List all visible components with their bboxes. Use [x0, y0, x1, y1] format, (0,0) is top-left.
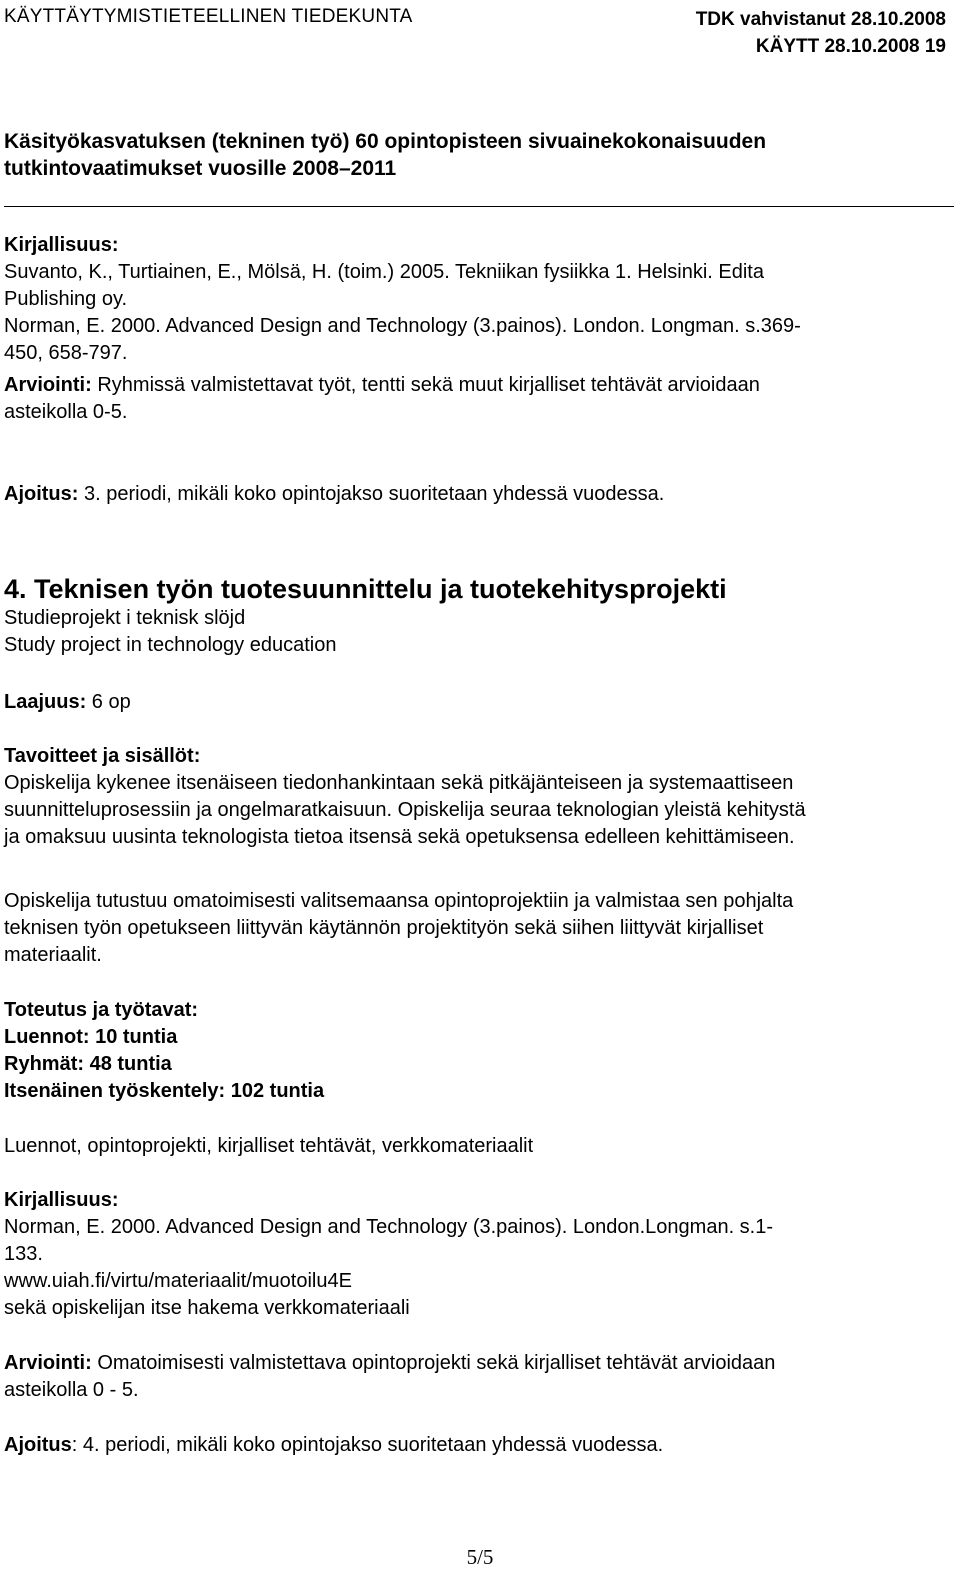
lecture-hours: Luennot: 10 tuntia [4, 1026, 178, 1048]
course-timing: Ajoitus: 4. periodi, mikäli koko opintojakso suoritetaan yhdessä vuodessa. [4, 1434, 664, 1456]
literature-item: Norman, E. 2000. Advanced Design and Technology (3.painos). London.Longman. s.1- [4, 1216, 774, 1238]
page-number: 5/5 [466, 1545, 494, 1569]
course-name-swedish: Studieprojekt i teknisk slöjd [4, 607, 246, 629]
section-label: Toteutus ja työtavat: [4, 999, 199, 1021]
section-label: Arviointi: [4, 1352, 92, 1374]
section-label: Laajuus: [4, 691, 87, 713]
course-goals: Tavoitteet ja sisällöt: Opiskelija kykenee itsenäiseen tiedonhankintaan sekä pitkäjänteiseen ja systemaattiseen suunnitteluprosessiin ja ongelmaratkaisuun. Opiskelija seuraa teknologian yleistä kehitystä ja omaksuu uusinta teknologista tietoa itsensä sekä opetuksensa edelleen kehittämiseen. [4, 743, 949, 851]
approval-info [696, 6, 946, 60]
literature-link: www.uiah.fi/virtu/materiaalit/muotoilu4E [4, 1270, 352, 1292]
literature-item: Suvanto, K., Turtiainen, E., Mölsä, H. (toim.) 2005. Tekniikan fysiikka 1. Helsinki. Edita [4, 261, 764, 283]
document-title: Käsityökasvatuksen (tekninen työ) 60 opintopisteen sivuainekokonaisuuden tutkintovaatimukset vuosille 2008–2011 [4, 130, 767, 180]
course-goals-paragraph-2: Opiskelija tutustuu omatoimisesti valitsemaansa opintoprojektiin ja valmistaa sen pohjalta teknisen työn opetukseen liittyvän käytännön projektityön sekä siihen liittyvät kirjalliset materiaalit. [4, 890, 794, 966]
course-heading-block [4, 573, 949, 659]
section-label: Tavoitteet ja sisällöt: [4, 745, 201, 767]
course-title: 4. Teknisen työn tuotesuunnittelu ja tuotekehitysprojekti [4, 574, 727, 604]
group-hours: Ryhmät: 48 tuntia [4, 1053, 172, 1075]
faculty-name: KÄYTTÄYTYMISTIETEELLINEN TIEDEKUNTA [4, 6, 413, 27]
document-reference: KÄYTT 28.10.2008 19 [755, 36, 946, 57]
literature-item: sekä opiskelijan itse hakema verkkomateriaali [4, 1297, 410, 1319]
prev-timing: Ajoitus: 3. periodi, mikäli koko opintojakso suoritetaan yhdessä vuodessa. [4, 483, 665, 505]
course-evaluation: Arviointi: Omatoimisesti valmistettava opintoprojekti sekä kirjalliset tehtävät arvioidaan asteikolla 0 - 5. [4, 1352, 776, 1401]
course-implementation [4, 997, 949, 1105]
section-label: Kirjallisuus: [4, 1189, 119, 1211]
independent-hours: Itsenäinen työskentely: 102 tuntia [4, 1080, 325, 1102]
prev-evaluation: Arviointi: Ryhmissä valmistettavat työt, tentti sekä muut kirjalliset tehtävät arvioidaan asteikolla 0-5. [4, 374, 760, 423]
title-divider [4, 206, 954, 207]
section-label: Ajoitus [4, 1434, 72, 1456]
literature-item: Norman, E. 2000. Advanced Design and Technology (3.painos). London. Longman. s.369- [4, 315, 801, 337]
course-methods: Luennot, opintoprojekti, kirjalliset tehtävät, verkkomateriaalit [4, 1135, 534, 1157]
section-label: Kirjallisuus: [4, 234, 119, 256]
section-label: Arviointi: [4, 374, 92, 396]
approval-date: TDK vahvistanut 28.10.2008 [695, 9, 946, 30]
prev-literature: Kirjallisuus: Suvanto, K., Turtiainen, E., Mölsä, H. (toim.) 2005. Tekniikan fysiikka 1. Helsinki. Edita Publishing oy. Norman, E. 2000. Advanced Design and Technology (3.painos). London. Longman. s.369- 450, 658-797. [4, 232, 949, 367]
section-label: Ajoitus: [4, 483, 79, 505]
course-name-english: Study project in technology education [4, 634, 337, 656]
course-literature: Kirjallisuus: Norman, E. 2000. Advanced Design and Technology (3.painos). London.Longman. s.1- 133. www.uiah.fi/virtu/materiaalit/muotoilu4E sekä opiskelijan itse hakema verkkomateriaali [4, 1187, 949, 1322]
page-header [4, 6, 946, 58]
course-scope: Laajuus: 6 op [4, 691, 131, 713]
